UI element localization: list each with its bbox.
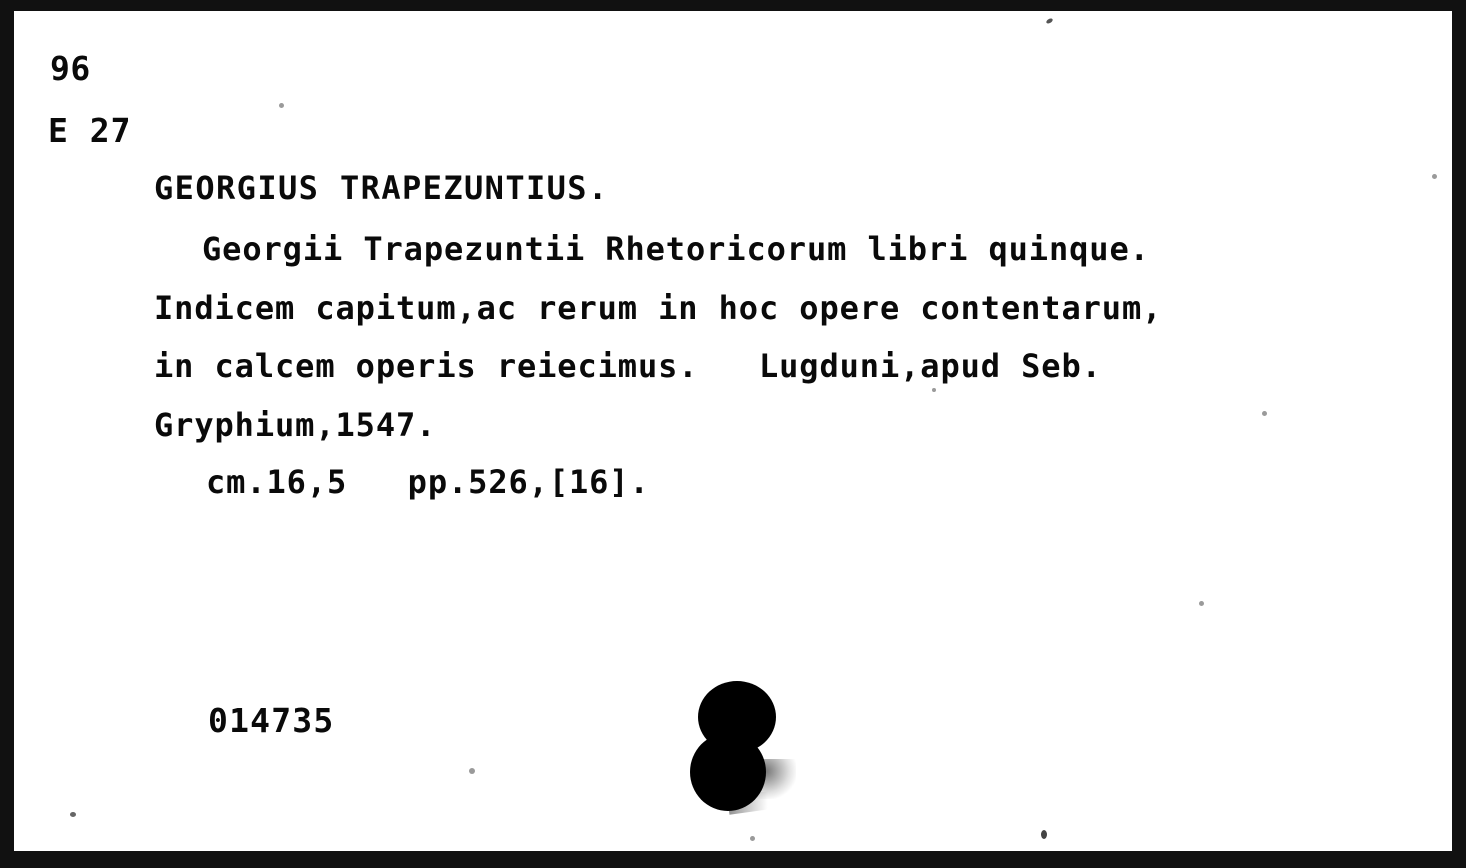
scan-speck (1432, 174, 1437, 179)
scan-speck (469, 768, 475, 774)
ink-stamp-icon (690, 681, 790, 811)
call-number-bottom: E 27 (48, 111, 132, 150)
scan-edge-top (0, 0, 1466, 11)
title-line-4: Gryphium,1547. (154, 406, 437, 444)
scan-speck (1199, 601, 1204, 606)
scan-edge-left (0, 0, 14, 868)
title-line-3: in calcem operis reiecimus. Lugduni,apud Seb. (154, 347, 1102, 385)
scan-speck (1041, 830, 1047, 839)
scan-speck (279, 103, 284, 108)
scan-speck (1045, 18, 1053, 25)
call-number-top: 96 (50, 49, 91, 88)
collation-line: cm.16,5 pp.526,[16]. (206, 463, 650, 501)
scan-speck (70, 812, 76, 817)
title-line-1: Georgii Trapezuntii Rhetoricorum libri quinque. (202, 230, 1150, 268)
scan-edge-right (1452, 0, 1466, 868)
card-paper (14, 11, 1452, 851)
scan-speck (750, 836, 755, 841)
scan-edge-bottom (0, 851, 1466, 868)
author-heading: GEORGIUS TRAPEZUNTIUS. (154, 169, 609, 207)
scan-speck (1262, 411, 1267, 416)
title-line-2: Indicem capitum,ac rerum in hoc opere contentarum, (154, 289, 1163, 327)
scan-speck (932, 388, 936, 392)
accession-number: 014735 (208, 701, 335, 740)
